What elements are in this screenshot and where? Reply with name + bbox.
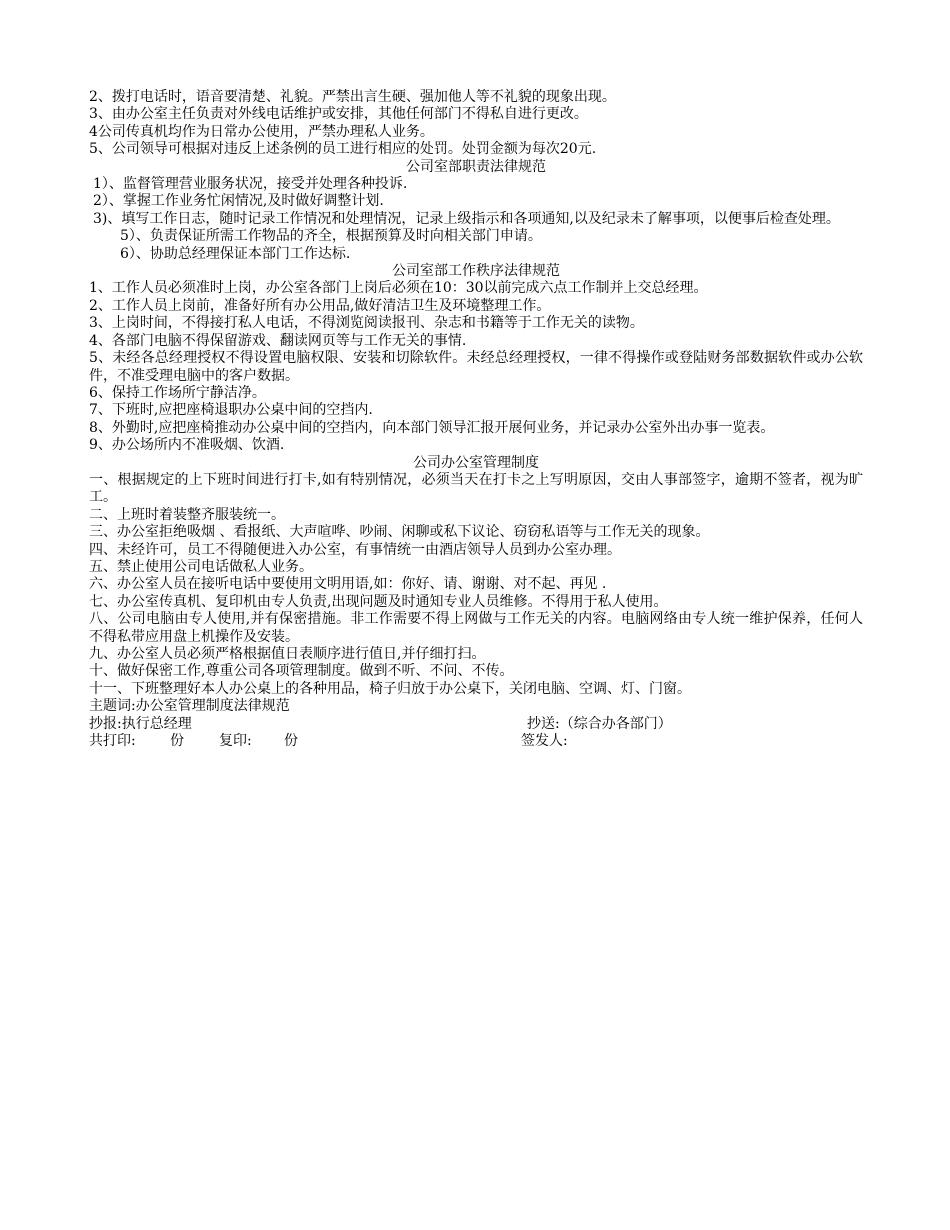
phone-rules-section	[89, 89, 863, 159]
rule-item: 6）、协助总经理保证本部门工作达标.	[120, 245, 351, 262]
rule-item: 十一、下班整理好本人办公桌上的各种用品，椅子归放于办公桌下，关闭电脑、空调、灯、门窗。	[89, 680, 691, 697]
office-management-section	[89, 455, 863, 699]
print-unit: 份	[170, 733, 184, 750]
rule-item: 3、由办公室主任负责对外线电话维护或安排，其他任何部门不得私自进行更改。	[89, 106, 588, 123]
report-to: 抄报:执行总经理	[89, 715, 192, 732]
print-label: 共打印:	[89, 733, 136, 750]
rule-item: 六、办公室人员在接听电话中要使用文明用语,如：你好、请、谢谢、对不起、再见 .	[89, 576, 607, 593]
cc-to: 抄送:（综合办各部门）	[527, 715, 672, 732]
rule-item: 二、上班时着装整齐服装统一。	[89, 506, 285, 523]
rule-item: 1、工作人员必须准时上岗，办公室各部门上岗后必须在10：30以前完成六点工作制并上交总经理。	[89, 280, 708, 297]
copy-label: 复印:	[219, 733, 252, 750]
work-order-section	[89, 263, 863, 454]
rule-item: 7、下班时,应把座椅退职办公桌中间的空挡内.	[89, 402, 373, 419]
rule-item: 3、上岗时间，不得接打私人电话，不得浏览阅读报刊、杂志和书籍等于工作无关的读物。	[89, 315, 644, 332]
rule-item: 九、办公室人员必须严格根据值日表顺序进行值日,并仔细打扫。	[89, 646, 486, 662]
duties-section	[89, 159, 863, 263]
distribution-row	[89, 716, 863, 733]
rule-item: 9、办公场所内不准吸烟、饮酒.	[89, 437, 285, 454]
rule-item: 三、办公室拒绝吸烟 、看报纸、大声喧哗、吵闹、闲聊或私下议论、窃窃私语等与工作无关的现象。	[89, 524, 710, 541]
rule-item: 七、办公室传真机、复印机由专人负责,出现问题及时通知专业人员维修。不得用于私人使用。	[89, 593, 668, 610]
rule-item: 1）、监督管理营业服务状况，接受并处理各种投诉.	[93, 176, 408, 193]
rule-item: 2、拨打电话时，语音要清楚、礼貌。严禁出言生硬、强加他人等不礼貌的现象出现。	[89, 89, 616, 105]
print-row	[89, 733, 863, 750]
rule-item: 5、公司领导可根据对违反上述条例的员工进行相应的处罚。处罚金额为每次20元.	[89, 141, 597, 158]
rule-item: 十、做好保密工作,尊重公司各项管理制度。做到不听、不问、不传。	[89, 663, 514, 680]
rule-item: 6、保持工作场所宁静洁净。	[89, 384, 266, 401]
rule-item: 2、工作人员上岗前，准备好所有办公用品,做好清洁卫生及环境整理工作。	[89, 297, 551, 314]
document-page	[89, 89, 863, 750]
rule-item: 8、外勤时,应把座椅推动办公桌中间的空挡内，向本部门领导汇报开展何业务，并记录办公室外出办事一览表。	[89, 419, 775, 436]
section-heading: 公司室部职责法律规范	[406, 158, 546, 175]
signer-label: 签发人:	[521, 733, 568, 750]
rule-item: 五、禁止使用公司电话做私人业务。	[89, 558, 313, 575]
subject-keywords: 主题词:办公室管理制度法律规范	[89, 698, 290, 715]
rule-item: 八、公司电脑由专人使用,并有保密措施。非工作需要不得上网做与工作无关的内容。电脑网络由专人统一维护保养，任何人不得私带应用盘上机操作及安装。	[89, 611, 863, 645]
copy-unit: 份	[284, 733, 298, 750]
rule-item: 2）、掌握工作业务忙闲情况,及时做好调整计划.	[93, 193, 384, 210]
rule-item: 5、未经各总经理授权不得设置电脑权限、安装和切除软件。未经总经理授权，一律不得操作或登陆财务部数据软件或办公软件，不准受理电脑中的客户数据。	[89, 350, 863, 384]
rule-item: 4、各部门电脑不得保留游戏、翻读网页等与工作无关的事情.	[89, 332, 467, 349]
rule-item: 四、未经许可，员工不得随便进入办公室，有事情统一由酒店领导人员到办公室办理。	[89, 541, 621, 558]
section-heading: 公司办公室管理制度	[413, 454, 539, 471]
rule-item: 4公司传真机均作为日常办公使用，严禁办理私人业务。	[89, 123, 434, 140]
document-footer	[89, 698, 863, 750]
rule-item: 一、根据规定的上下班时间进行打卡,如有特别情况，必须当天在打卡之上写明原因，交由人事部签字，逾期不签者，视为旷工。	[89, 471, 863, 506]
section-heading: 公司室部工作秩序法律规范	[392, 263, 560, 280]
rule-item: 3)、填写工作日志，随时记录工作情况和处理情况，记录上级指示和各项通知,以及纪录未了解事项，以便事后检查处理。	[93, 210, 840, 227]
rule-item: 5）、负责保证所需工作物品的齐全，根据预算及时向相关部门申请。	[120, 228, 542, 245]
